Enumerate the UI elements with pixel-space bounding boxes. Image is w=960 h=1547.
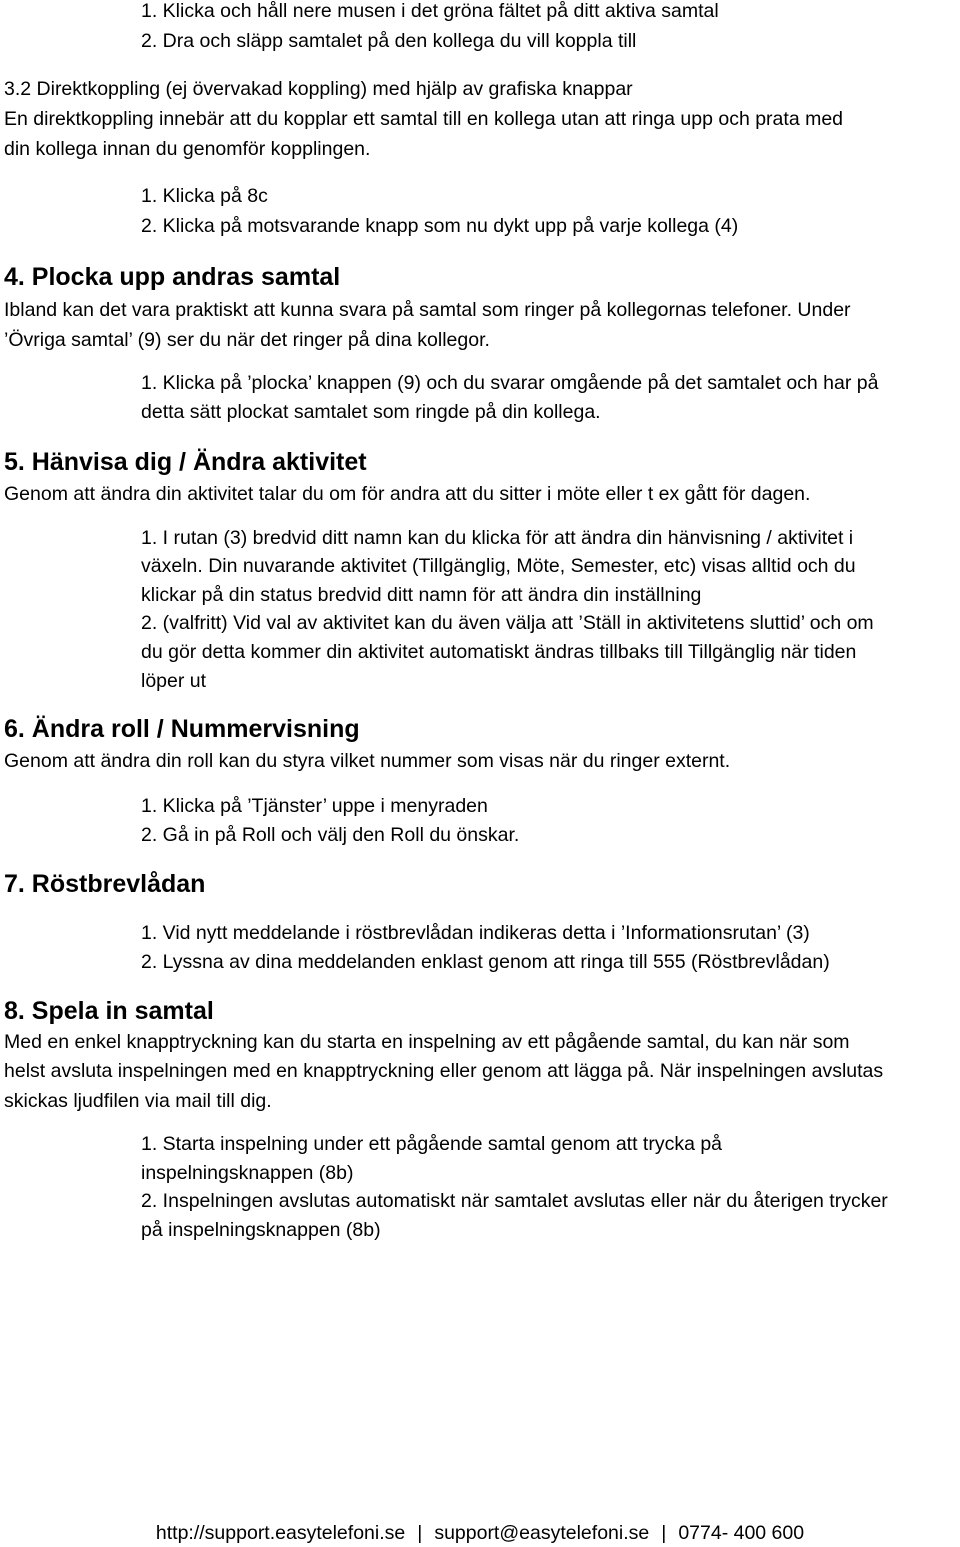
- step-line: 2. Gå in på Roll och välj den Roll du önskar.: [141, 824, 520, 846]
- body-line: skickas ljudfilen via mail till dig.: [4, 1090, 272, 1112]
- section-heading-6: 6. Ändra roll / Nummervisning: [4, 715, 360, 743]
- section-heading-4: 4. Plocka upp andras samtal: [4, 263, 341, 291]
- step-line: på inspelningsknappen (8b): [141, 1219, 381, 1241]
- step-line: löper ut: [141, 670, 207, 692]
- step-line: 1. Klicka på ’Tjänster’ uppe i menyraden: [141, 795, 488, 817]
- footer-separator: |: [417, 1522, 423, 1544]
- step-line: inspelningsknappen (8b): [141, 1162, 354, 1184]
- step-line: 1. Starta inspelning under ett pågående samtal genom att trycka på: [141, 1133, 723, 1155]
- body-line: ’Övriga samtal’ (9) ser du när det ringer på dina kollegor.: [4, 329, 490, 351]
- page-footer: [0, 1519, 960, 1547]
- section-heading-8: 8. Spela in samtal: [4, 997, 214, 1025]
- step-line: klickar på din status bredvid ditt namn för att ändra din inställning: [141, 584, 702, 606]
- step-line: 1. Vid nytt meddelande i röstbrevlådan indikeras detta i ’Informationsrutan’ (3): [141, 922, 810, 944]
- body-line: Med en enkel knapptryckning kan du starta en inspelning av ett pågående samtal, du kan när som: [4, 1031, 850, 1053]
- step-line: detta sätt plockat samtalet som ringde på din kollega.: [141, 401, 601, 423]
- step-line: 1. Klicka och håll nere musen i det gröna fältet på ditt aktiva samtal: [141, 0, 719, 22]
- body-line: Genom att ändra din roll kan du styra vilket nummer som visas när du ringer externt.: [4, 750, 731, 772]
- footer-url-link[interactable]: http://support.easytelefoni.se: [155, 1522, 406, 1544]
- step-line: 2. Klicka på motsvarande knapp som nu dykt upp på varje kollega (4): [141, 215, 739, 237]
- step-line: 2. Dra och släpp samtalet på den kollega du vill koppla till: [141, 30, 637, 52]
- step-line: 1. Klicka på ’plocka’ knappen (9) och du svarar omgående på det samtalet och har på: [141, 372, 879, 394]
- step-line: växeln. Din nuvarande aktivitet (Tillgänglig, Möte, Semester, etc) visas alltid och du: [141, 555, 856, 577]
- step-line: du gör detta kommer din aktivitet automatiskt ändras tillbaks till Tillgänglig när tiden: [141, 641, 857, 663]
- section-heading-7: 7. Röstbrevlådan: [4, 870, 206, 898]
- step-line: 1. Klicka på 8c: [141, 185, 268, 207]
- step-line: 2. Inspelningen avslutas automatiskt när samtalet avslutas eller när du återigen trycker: [141, 1190, 888, 1212]
- body-line: Ibland kan det vara praktiskt att kunna svara på samtal som ringer på kollegornas telefoner. Under: [4, 299, 851, 321]
- footer-phone: 0774- 400 600: [678, 1522, 805, 1544]
- section-heading-5: 5. Hänvisa dig / Ändra aktivitet: [4, 448, 367, 476]
- step-line: 2. Lyssna av dina meddelanden enklast genom att ringa till 555 (Röstbrevlådan): [141, 951, 830, 973]
- footer-separator: |: [661, 1522, 667, 1544]
- step-line: 2. (valfritt) Vid val av aktivitet kan du även välja att ’Ställ in aktivitetens sluttid’ och om: [141, 612, 874, 634]
- step-line: 1. I rutan (3) bredvid ditt namn kan du klicka för att ändra din hänvisning / aktivitet i: [141, 527, 854, 549]
- body-line: helst avsluta inspelningen med en knapptryckning eller genom att lägga på. När inspelningen avslutas: [4, 1060, 884, 1082]
- body-line: din kollega innan du genomför kopplingen.: [4, 138, 371, 160]
- body-line: Genom att ändra din aktivitet talar du om för andra att du sitter i möte eller t ex gått för dagen.: [4, 483, 811, 505]
- section-title-3-2: 3.2 Direktkoppling (ej övervakad koppling) med hjälp av grafiska knappar: [4, 78, 633, 100]
- footer-email-link[interactable]: support@easytelefoni.se: [434, 1522, 650, 1544]
- body-line: En direktkoppling innebär att du kopplar ett samtal till en kollega utan att ringa upp och prata med: [4, 108, 844, 130]
